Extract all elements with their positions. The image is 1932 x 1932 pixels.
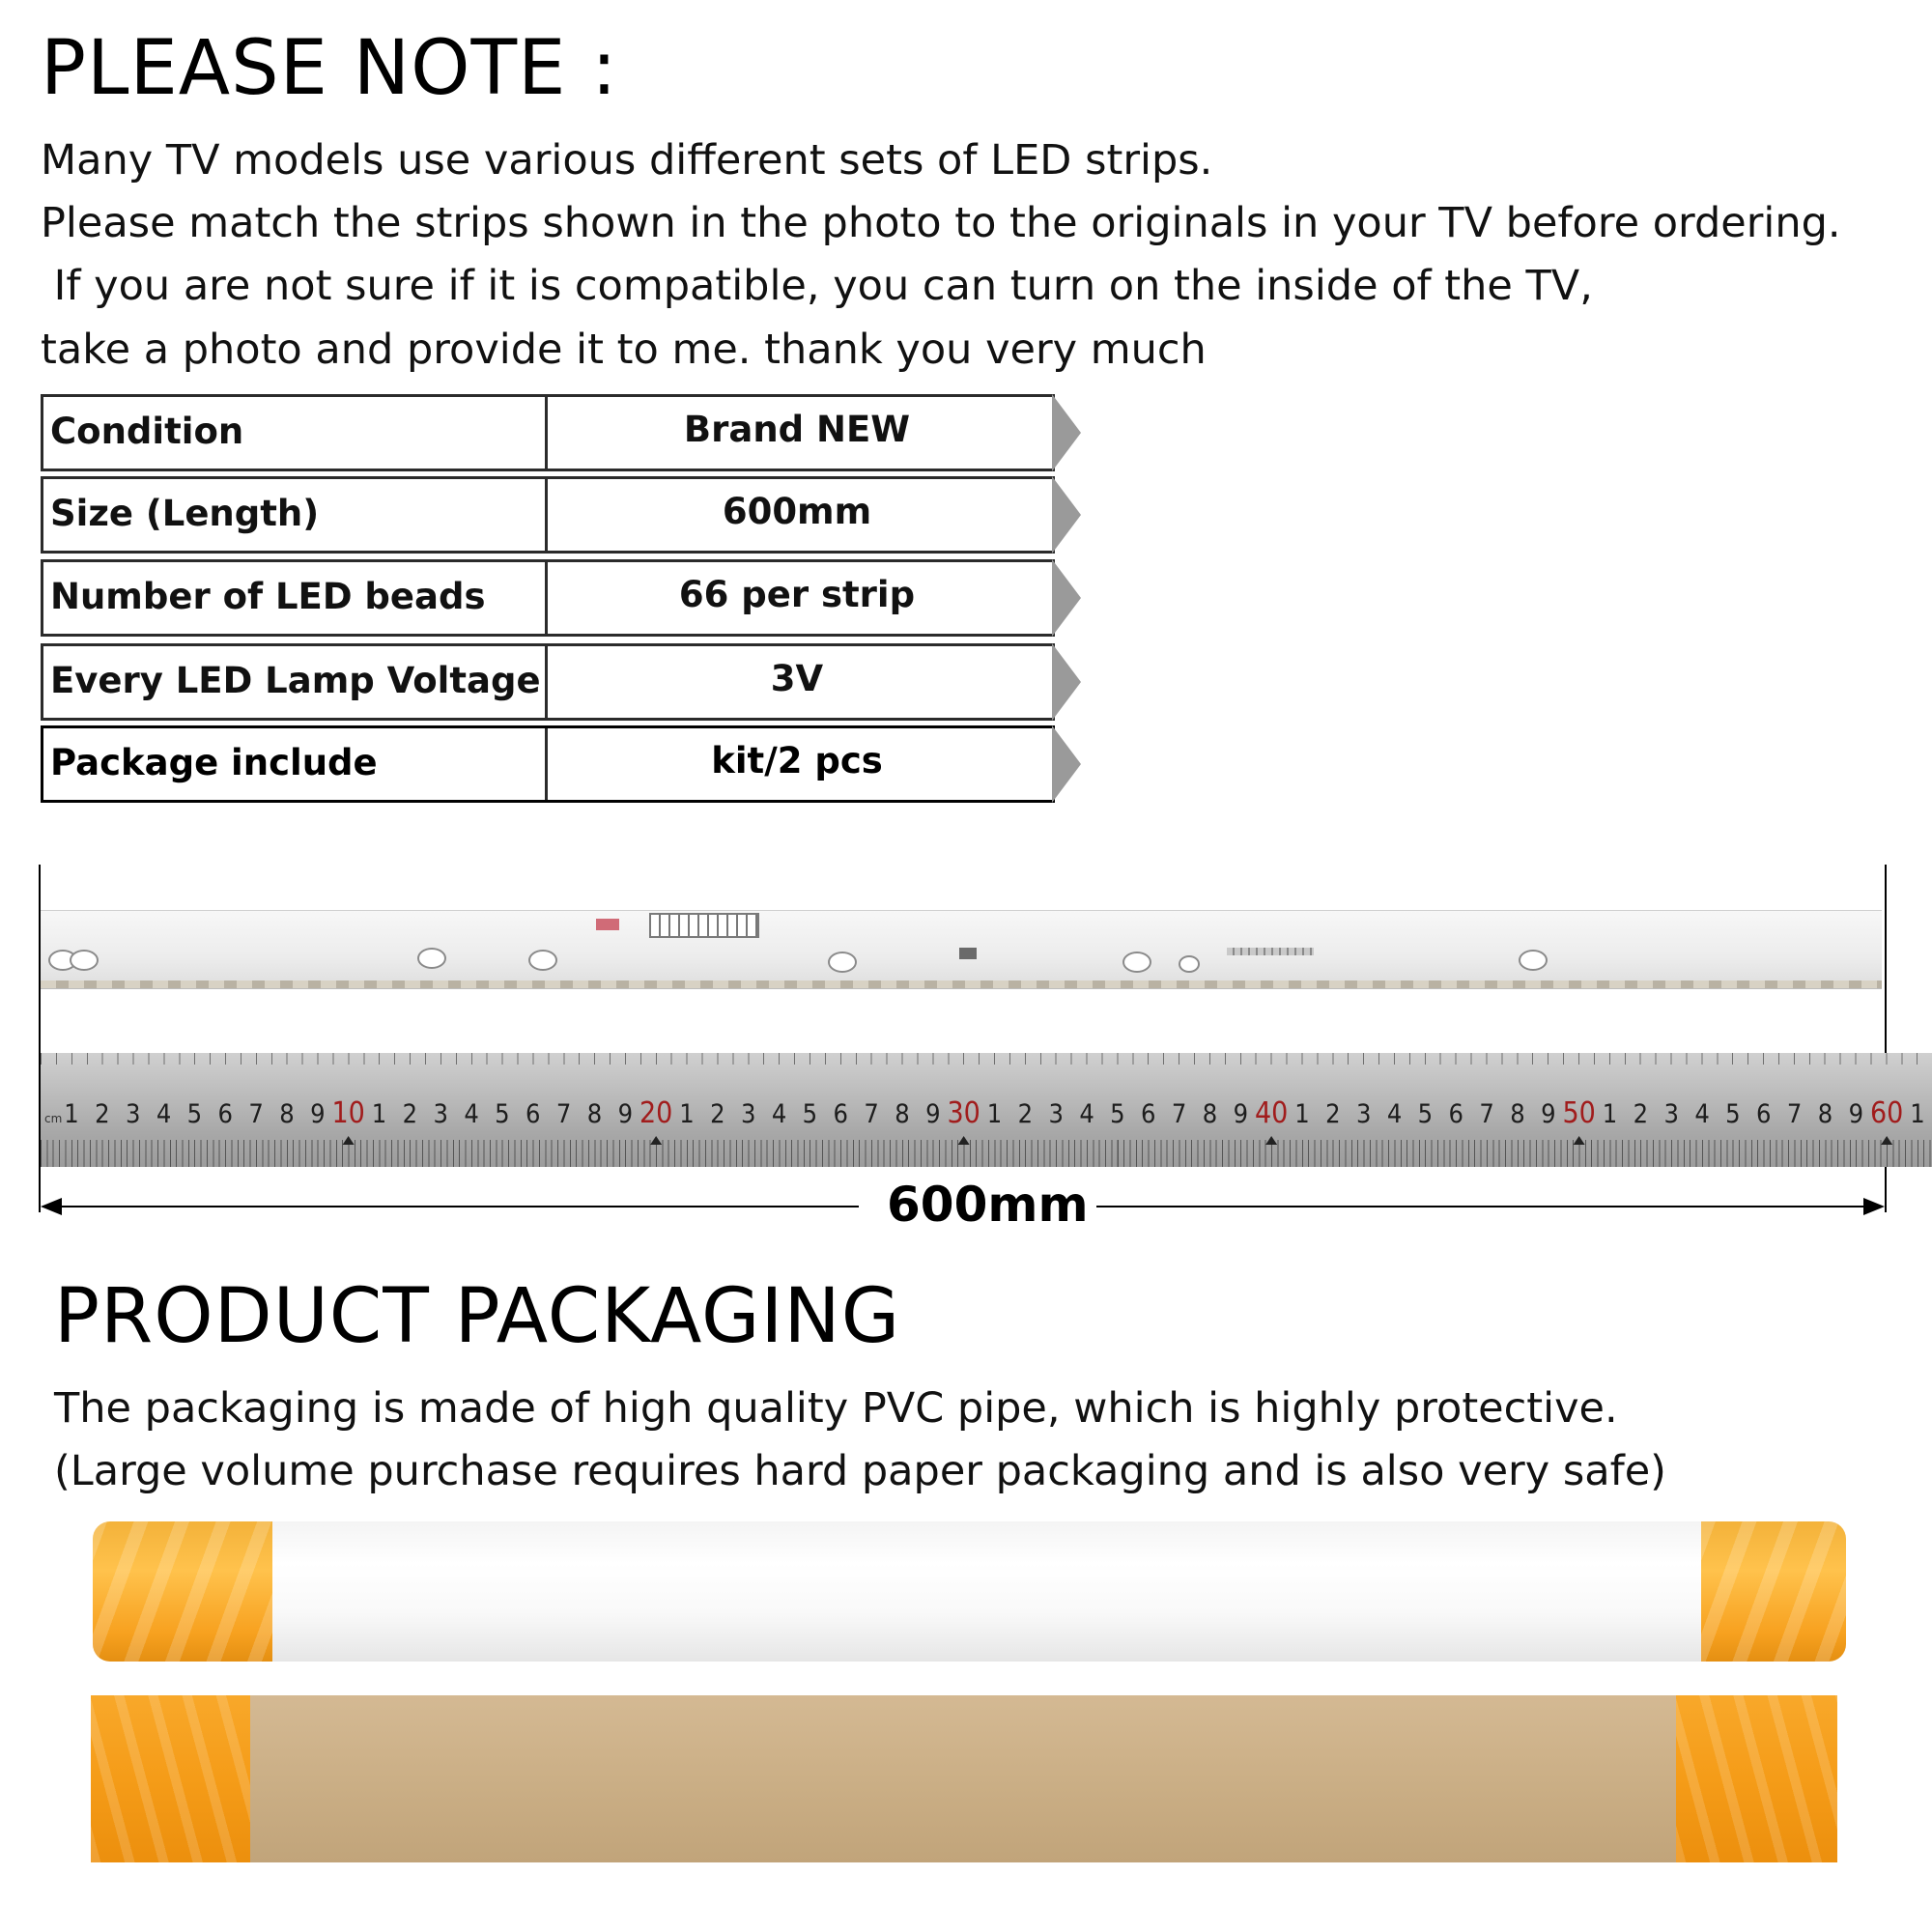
ruler-minor-label: 5 [1110, 1099, 1125, 1129]
ruler-major-marker [650, 1136, 662, 1145]
ruler-minor-label: 8 [279, 1099, 295, 1129]
ruler-unit-label: cm [44, 1112, 63, 1125]
ruler-minor-label: 7 [1171, 1099, 1187, 1129]
spec-row-package [41, 725, 1055, 801]
strip-connector [649, 913, 759, 938]
ruler-major-label: 40 [1254, 1096, 1289, 1130]
ruler-minor-label: 3 [1663, 1099, 1679, 1129]
ruler-minor-label: 4 [1694, 1099, 1710, 1129]
packaging-title: PRODUCT PACKAGING [54, 1273, 901, 1360]
ruler-major-label: 50 [1562, 1096, 1596, 1130]
ruler-minor-label: 7 [1786, 1099, 1803, 1129]
spec-row-led-beads [41, 559, 1055, 635]
ruler-minor-label: 7 [864, 1099, 879, 1129]
ruler-major-label: 60 [1869, 1096, 1904, 1130]
ruler-minor-label: 2 [402, 1099, 418, 1129]
ruler-minor-label: 2 [95, 1099, 110, 1129]
ruler-major-marker [1574, 1136, 1585, 1145]
ruler-minor-label: 7 [248, 1099, 264, 1129]
note-line-4: take a photo and provide it to me. thank you very much [41, 326, 1207, 374]
ruler-minor-label: 9 [1848, 1099, 1864, 1129]
spec-value: 66 per strip [678, 574, 916, 615]
ruler-minor-label: 4 [771, 1099, 787, 1129]
packaging-line-2: (Large volume purchase requires hard paper packaging and is also very safe) [54, 1447, 1666, 1495]
ruler-minor-label: 9 [1541, 1099, 1556, 1129]
arrow-right-icon [1052, 643, 1081, 721]
spec-value: 3V [770, 658, 824, 699]
ruler-scale [41, 1053, 1932, 1167]
ruler-minor-label: 6 [1448, 1099, 1463, 1129]
note-line-3: If you are not sure if it is compatible, you can turn on the inside of the TV, [41, 262, 1593, 310]
ruler-major-label: 20 [639, 1096, 673, 1130]
dimension-line-left [43, 1206, 859, 1208]
tape-left [93, 1521, 272, 1662]
note-title: PLEASE NOTE : [41, 25, 618, 112]
spec-value: Brand NEW [683, 409, 911, 450]
ruler-major-marker [343, 1136, 355, 1145]
ruler-major-marker [1881, 1136, 1892, 1145]
spec-label: Package include [50, 742, 378, 783]
ruler-minor-label: 7 [555, 1099, 572, 1129]
ruler-minor-label: 8 [1510, 1099, 1525, 1129]
ruler-minor-label: 7 [1479, 1099, 1494, 1129]
tape-right [1701, 1521, 1846, 1662]
ruler-minor-label: 4 [1386, 1099, 1403, 1129]
ruler-minor-label: 9 [925, 1099, 941, 1129]
ruler-minor-label: 3 [1355, 1099, 1372, 1129]
ruler-minor-label: 9 [617, 1099, 634, 1129]
arrow-right-icon [1863, 1198, 1885, 1215]
ruler-minor-label: 8 [1817, 1099, 1833, 1129]
tape-left [91, 1695, 250, 1862]
spec-value: kit/2 pcs [711, 740, 883, 781]
pvc-tube-package [93, 1521, 1846, 1662]
ruler-minor-label: 1 [371, 1099, 387, 1129]
ruler-minor-label: 6 [526, 1099, 541, 1129]
arrow-right-icon [1052, 725, 1081, 803]
ruler-major-label: 30 [947, 1096, 980, 1130]
spec-row-voltage [41, 643, 1055, 719]
arrow-right-icon [1052, 394, 1081, 471]
ruler-minor-label: 3 [1048, 1099, 1064, 1129]
ruler-minor-label: 3 [740, 1099, 756, 1129]
paper-box-package [91, 1695, 1837, 1862]
ruler-minor-label: 4 [156, 1099, 172, 1129]
ruler-minor-label: 5 [1725, 1099, 1741, 1129]
ruler-minor-label: 8 [586, 1099, 603, 1129]
ruler-minor-label: 8 [1202, 1099, 1218, 1129]
ruler-minor-label: 1 [1910, 1099, 1925, 1129]
ruler-minor-label: 6 [1141, 1099, 1156, 1129]
ruler-major-label: 10 [331, 1096, 365, 1130]
ruler-minor-label: 6 [217, 1099, 233, 1129]
led-beads-row [41, 980, 1882, 988]
ruler-minor-label: 6 [833, 1099, 848, 1129]
ruler-minor-label: 2 [1325, 1099, 1341, 1129]
note-line-1: Many TV models use various different sets of LED strips. [41, 136, 1213, 185]
ruler-minor-label: 1 [64, 1099, 79, 1129]
spec-row-size [41, 476, 1055, 552]
dimension-line-right [1096, 1206, 1881, 1208]
spec-label: Size (Length) [50, 493, 320, 534]
ruler-minor-label: 3 [125, 1099, 141, 1129]
ruler-minor-label: 9 [310, 1099, 326, 1129]
ruler-minor-label: 2 [1633, 1099, 1649, 1129]
ruler-minor-label: 5 [186, 1099, 203, 1129]
ruler-minor-label: 3 [433, 1099, 448, 1129]
ruler-minor-label: 9 [1233, 1099, 1249, 1129]
ruler-major-marker [958, 1136, 970, 1145]
arrow-right-icon [1052, 476, 1081, 554]
ruler-minor-label: 5 [495, 1099, 510, 1129]
ruler-major-marker [1265, 1136, 1277, 1145]
arrow-left-icon [41, 1198, 62, 1215]
ruler-minor-label: 6 [1756, 1099, 1772, 1129]
dimension-label: 600mm [887, 1177, 1089, 1233]
ruler-minor-label: 1 [1602, 1099, 1618, 1129]
packaging-line-1: The packaging is made of high quality PVC pipe, which is highly protective. [54, 1384, 1618, 1433]
ruler-minor-label: 4 [464, 1099, 479, 1129]
ruler-minor-label: 1 [1294, 1099, 1310, 1129]
steel-ruler [41, 1053, 1932, 1167]
spec-row-condition [41, 394, 1055, 469]
arrow-right-icon [1052, 559, 1081, 637]
ruler-minor-label: 2 [710, 1099, 725, 1129]
ruler-minor-label: 4 [1079, 1099, 1094, 1129]
note-line-2: Please match the strips shown in the photo to the originals in your TV before ordering. [41, 199, 1841, 247]
ruler-minor-label: 8 [895, 1099, 910, 1129]
ruler-minor-label: 1 [986, 1099, 1003, 1129]
spec-value: 600mm [722, 491, 872, 532]
ruler-minor-label: 5 [1417, 1099, 1434, 1129]
ruler-minor-label: 5 [802, 1099, 818, 1129]
spec-label: Number of LED beads [50, 576, 486, 617]
spec-label: Condition [50, 411, 244, 452]
spec-label: Every LED Lamp Voltage [50, 660, 541, 701]
led-strip [41, 910, 1882, 989]
ruler-minor-label: 1 [679, 1099, 695, 1129]
tape-right [1676, 1695, 1837, 1862]
ruler-minor-label: 2 [1017, 1099, 1034, 1129]
